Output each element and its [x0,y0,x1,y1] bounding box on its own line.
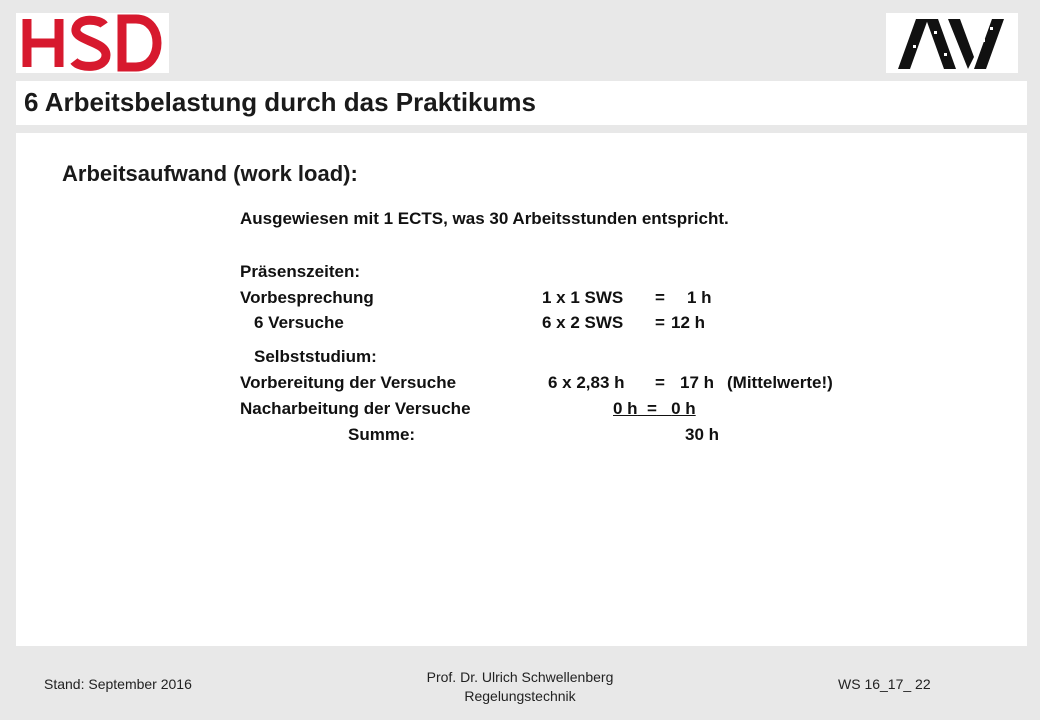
hsd-logo [16,13,169,73]
row-calc-underlined [613,399,724,419]
row-result: 12 h [671,313,706,332]
row-result: 0 h [671,399,696,418]
footer-author: Prof. Dr. Ulrich Schwellenberg [426,669,614,685]
title-bar [16,81,1027,125]
page-title: 6 Arbeitsbelastung durch das Praktikums [24,87,536,117]
total-label: Summe: [348,425,416,444]
amv-logo [886,13,1018,73]
self-study-heading: Selbststudium: [254,347,377,366]
row-equals: = [655,313,665,332]
content-area [16,133,1027,646]
row-note: (Mittelwerte!) [727,373,833,392]
row-calc: 6 x 2,83 h [548,373,625,392]
presence-heading: Präsenszeiten: [240,262,360,281]
row-equals: = [655,288,665,307]
row-label: Vorbesprechung [240,288,374,307]
row-equals: = [647,399,657,418]
section-subtitle: Arbeitsaufwand (work load): [62,161,358,186]
row-label: Vorbereitung der Versuche [240,373,457,392]
total-result: 30 h [685,425,720,444]
row-calc: 0 h [613,399,638,418]
row-calc: 1 x 1 SWS [542,288,624,307]
footer-page-number: WS 16_17_ 22 [838,676,931,692]
footer-author-block [413,669,627,704]
footer-date: Stand: September 2016 [44,676,192,692]
amv-logo-graphic [886,13,1018,73]
hsd-logo-graphic [16,13,169,73]
row-result: 1 h [687,288,712,307]
row-calc: 6 x 2 SWS [542,313,624,332]
row-equals: = [655,373,665,392]
row-label: 6 Versuche [254,313,344,332]
row-result: 17 h [680,373,715,392]
row-label: Nacharbeitung der Versuche [240,399,471,418]
footer-course: Regelungstechnik [464,688,576,704]
intro-text: Ausgewiesen mit 1 ECTS, was 30 Arbeitsstunden entspricht. [240,209,729,228]
